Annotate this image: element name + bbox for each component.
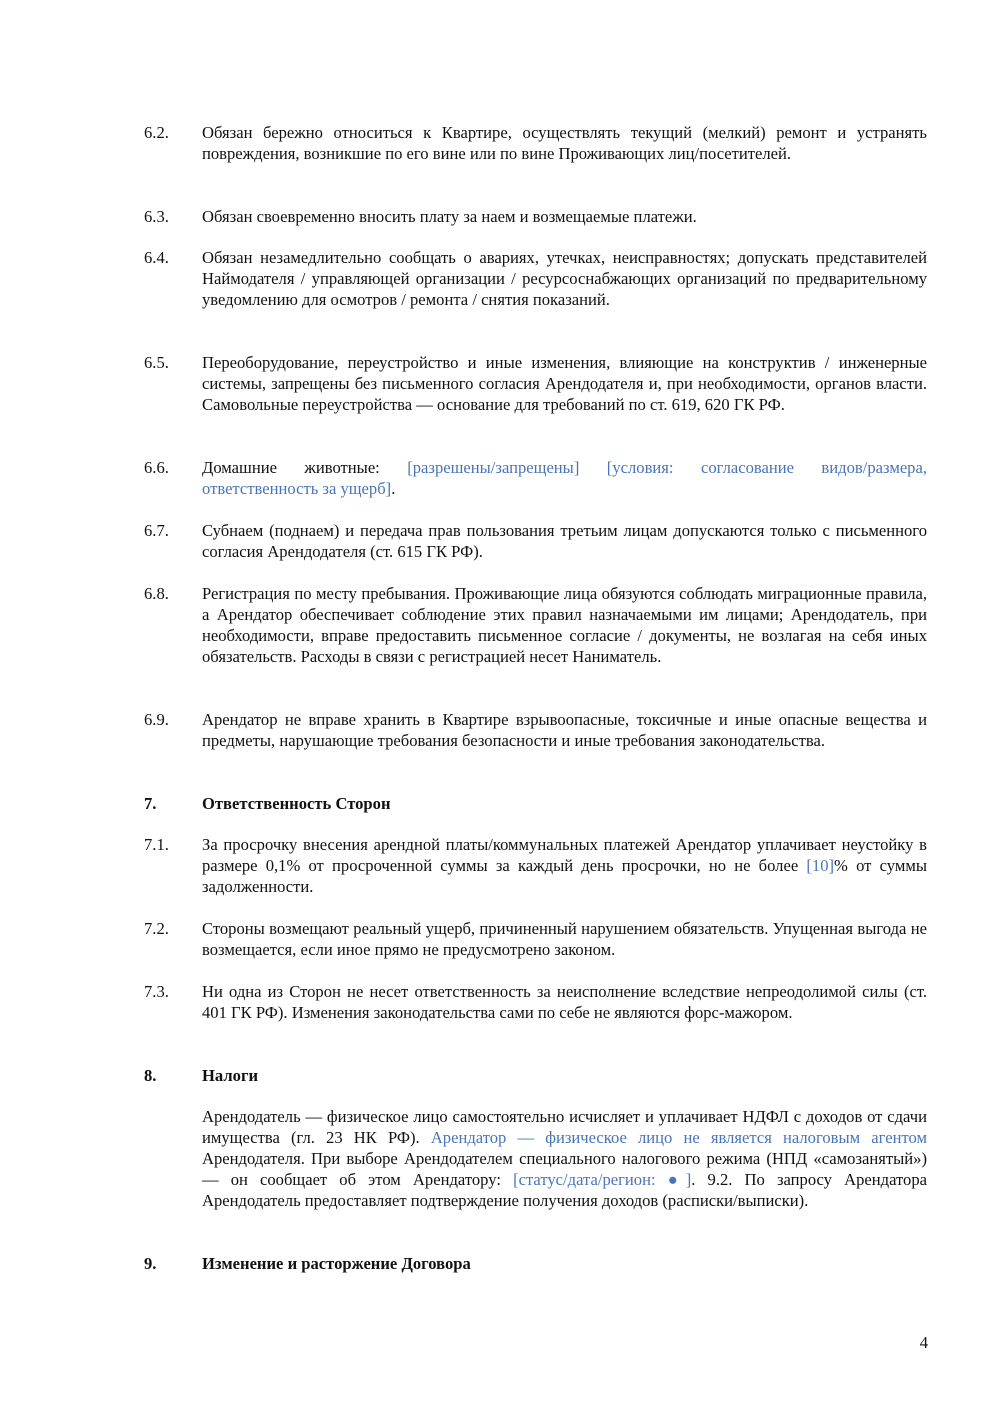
page-number: 4 bbox=[919, 1333, 928, 1352]
clause-number: 7.3. bbox=[144, 982, 169, 1001]
clause-7-1 bbox=[144, 834, 927, 897]
clause-text: Ни одна из Сторон не несет ответственность за неисполнение вследствие непреодолимой силы (ст. 401 ГК РФ). Изменения законодательства сами по себе не являются форс-мажором. bbox=[202, 982, 927, 1022]
clause-text: За просрочку внесения арендной платы/коммунальных платежей Арендатор уплачивает неустойку в размере 0,1% от просроченной суммы за каждый день просрочки, но не более [10]% от суммы задолженности. bbox=[202, 835, 927, 896]
clause-text: Регистрация по месту пребывания. Проживающие лица обязуются соблюдать миграционные правила, а Арендатор обеспечивает соблюдение этих правил назначаемыми им лицами; Арендодатель, при необходимости, вправе предоставить письменное согласие / документы, не возлагая на себя иных обязательств. Расходы в связи с регистрацией несет Наниматель. bbox=[202, 584, 927, 666]
clause-number: 6.9. bbox=[144, 710, 169, 729]
clause-text: Обязан бережно относиться к Квартире, осуществлять текущий (мелкий) ремонт и устранять повреждения, возникшие по его вине или по вине Проживающих лиц/посетителей. bbox=[202, 123, 927, 163]
section-heading-8 bbox=[144, 1065, 927, 1086]
placeholder-text: [статус/дата/регион: ●] bbox=[513, 1170, 692, 1189]
clause-text: Переоборудование, переустройство и иные изменения, влияющие на конструктив / инженерные системы, запрещены без письменного согласия Арендодателя и, при необходимости, органов власти. Самовольные переустройства — основание для требований по ст. 619, 620 ГК РФ. bbox=[202, 353, 927, 414]
clause-6-2 bbox=[144, 122, 927, 164]
clause-text: Обязан своевременно вносить плату за наем и возмещаемые платежи. bbox=[202, 207, 697, 226]
clause-6-9 bbox=[144, 709, 927, 751]
clause-number: 7.1. bbox=[144, 835, 169, 854]
placeholder-text: Арендатор — физическое лицо не является налоговым агентом bbox=[430, 1128, 927, 1147]
clause-number: 6.6. bbox=[144, 458, 169, 477]
clause-6-5 bbox=[144, 352, 927, 415]
section-number: 8. bbox=[144, 1066, 157, 1085]
section-title: Изменение и расторжение Договора bbox=[202, 1254, 471, 1273]
clause-6-7 bbox=[144, 520, 927, 562]
clause-number: 6.2. bbox=[144, 123, 169, 142]
clause-number: 6.3. bbox=[144, 207, 169, 226]
taxes-paragraph bbox=[144, 1106, 927, 1211]
clause-text: Домашние животные: [разрешены/запрещены] [условия: согласование видов/размера, ответственность за ущерб]. bbox=[202, 458, 927, 498]
clause-number: 6.5. bbox=[144, 353, 169, 372]
clause-text: Стороны возмещают реальный ущерб, причиненный нарушением обязательств. Упущенная выгода не возмещается, если иное прямо не предусмотрено законом. bbox=[202, 919, 927, 959]
section-heading-7 bbox=[144, 793, 927, 814]
clause-text: Арендатор не вправе хранить в Квартире взрывоопасные, токсичные и иные опасные вещества и предметы, нарушающие требования безопасности и иные требования законодательства. bbox=[202, 710, 927, 750]
clause-number: 6.7. bbox=[144, 521, 169, 540]
section-title: Налоги bbox=[202, 1066, 259, 1085]
clause-7-3 bbox=[144, 981, 927, 1023]
section-heading-9 bbox=[144, 1253, 927, 1274]
clause-text: Арендодатель — физическое лицо самостоятельно исчисляет и уплачивает НДФЛ с доходов от сдачи имущества (гл. 23 НК РФ). Арендатор — физическое лицо не является налоговым агентом Арендодателя. При выборе Арендодателем специального налогового режима (НПД «самозанятый») — он сообщает об этом Арендатору: [статус/дата/регион: ●]. 9.2. По запросу Арендатора Арендодатель предоставляет подтверждение получения доходов (расписки/выписки). bbox=[202, 1107, 927, 1210]
section-title: Ответственность Сторон bbox=[202, 794, 391, 813]
clause-7-2 bbox=[144, 918, 927, 960]
section-number: 7. bbox=[144, 794, 157, 813]
clause-number: 7.2. bbox=[144, 919, 169, 938]
clause-6-4 bbox=[144, 247, 927, 310]
clause-text: Субнаем (поднаем) и передача прав пользования третьим лицам допускаются только с письменного согласия Арендодателя (ст. 615 ГК РФ). bbox=[202, 521, 927, 561]
clause-number: 6.4. bbox=[144, 248, 169, 267]
clause-number bbox=[144, 1106, 202, 1211]
placeholder-text: [10] bbox=[806, 856, 835, 875]
clause-6-3 bbox=[144, 206, 927, 227]
placeholder-text: [разрешены/запрещены] [условия: согласование видов/размера, ответственность за ущерб] bbox=[202, 458, 927, 498]
clause-6-8 bbox=[144, 583, 927, 667]
clause-6-6 bbox=[144, 457, 927, 499]
clause-number: 6.8. bbox=[144, 584, 169, 603]
clause-text: Обязан незамедлительно сообщать о авариях, утечках, неисправностях; допускать представителей Наймодателя / управляющей организации / ресурсоснабжающих организаций по предварительному уведомлению для осмотров / ремонта / снятия показаний. bbox=[202, 248, 927, 309]
section-number: 9. bbox=[144, 1254, 157, 1273]
